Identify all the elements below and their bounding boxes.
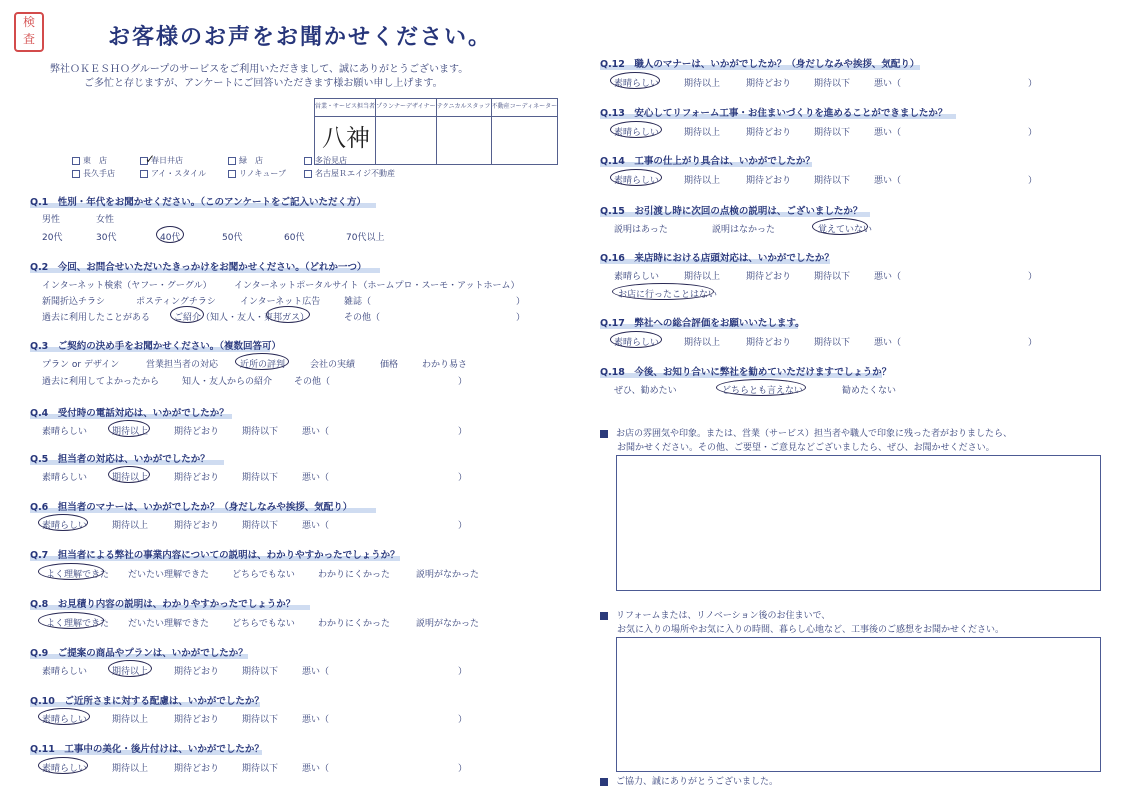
answer-option[interactable]: 期待以上: [112, 764, 149, 774]
paren-close: ）: [516, 297, 526, 307]
answer-option[interactable]: 期待以下: [242, 521, 279, 531]
answer-option[interactable]: 悪い（: [302, 667, 330, 677]
answer-option[interactable]: 期待どおり: [174, 667, 220, 677]
paren-close: ）: [458, 667, 468, 677]
selection-circle: [108, 466, 150, 483]
page-title: お客様のお声をお聞かせください。: [108, 25, 493, 50]
answer-option[interactable]: 会社の実績: [310, 360, 356, 370]
answer-option[interactable]: 素晴らしい: [614, 128, 660, 138]
staff-header: テクニカルスタッフ: [436, 99, 491, 117]
answer-option[interactable]: 30代: [96, 233, 117, 243]
answer-option[interactable]: 悪い（: [302, 521, 330, 531]
answer-option[interactable]: だいたい理解できた: [128, 619, 210, 629]
answer-option[interactable]: 40代: [160, 233, 181, 243]
handwritten-staff-name: 八神: [322, 124, 370, 152]
answer-option[interactable]: プラン or デザイン: [42, 360, 120, 370]
answer-option[interactable]: 覚えていない: [818, 225, 873, 235]
answer-option[interactable]: 期待以上: [684, 128, 721, 138]
answer-option[interactable]: 素晴らしい: [42, 715, 88, 725]
answer-option[interactable]: 説明がなかった: [416, 619, 480, 629]
answer-option[interactable]: 期待以下: [242, 473, 279, 483]
paren-close: ）: [1028, 338, 1038, 348]
staff-header: プランナーデザイナー: [376, 99, 437, 117]
store-checkbox[interactable]: 緑 店: [228, 155, 263, 166]
store-checkbox[interactable]: 春日井店: [140, 155, 183, 166]
selection-circle: [612, 283, 714, 300]
answer-option[interactable]: 期待どおり: [746, 272, 792, 282]
selection-circle: [38, 514, 88, 531]
question-q4: Q.4 受付時の電話対応は、いかがでしたか？: [30, 408, 229, 419]
intro-line-2: ご多忙と存じますが、アンケートにご回答いただきます様お願い申し上げます。: [84, 78, 443, 89]
answer-option[interactable]: 素晴らしい: [614, 79, 660, 89]
store-checkbox[interactable]: 名古屋Ｒエイジ不動産: [304, 168, 395, 179]
answer-option[interactable]: 知人・友人からの紹介: [182, 377, 273, 387]
answer-option[interactable]: 過去に利用したことがある: [42, 313, 151, 323]
answer-option[interactable]: その他（: [344, 313, 381, 323]
selection-circle: [38, 612, 104, 629]
free-comment-label: リフォームまたは、リノベーション後のお住まいで、: [600, 608, 830, 621]
answer-option[interactable]: 期待以上: [684, 79, 721, 89]
answer-option[interactable]: よく理解できた: [46, 619, 110, 629]
answer-option[interactable]: 悪い（: [302, 473, 330, 483]
store-checkbox[interactable]: 長久手店: [72, 168, 115, 179]
answer-option[interactable]: 期待以上: [112, 473, 149, 483]
answer-option[interactable]: 説明はなかった: [712, 225, 776, 235]
answer-option[interactable]: 期待どおり: [746, 79, 792, 89]
answer-option[interactable]: 説明がなかった: [416, 570, 480, 580]
question-q3: Q.3 ご契約の決め手をお聞かせください。（複数回答可）: [30, 341, 282, 352]
answer-option[interactable]: 悪い（: [874, 128, 902, 138]
answer-option[interactable]: 近所の評判: [240, 360, 286, 370]
question-q9: Q.9 ご提案の商品やプランは、いかがでしたか？: [30, 648, 248, 659]
paren-close: ）: [458, 521, 468, 531]
answer-option[interactable]: 素晴らしい: [42, 473, 88, 483]
answer-option[interactable]: 悪い（: [302, 427, 330, 437]
selection-circle: [156, 226, 184, 243]
answer-option[interactable]: 勧めたくない: [842, 386, 897, 396]
checkmark-icon: ✓: [145, 152, 156, 166]
answer-option[interactable]: 素晴らしい: [614, 338, 660, 348]
question-q11: Q.11 工事中の美化・後片付けは、いかがでしたか？: [30, 744, 264, 755]
selection-circle: [610, 121, 662, 138]
answer-option[interactable]: 過去に利用してよかったから: [42, 377, 160, 387]
selection-circle: [38, 708, 90, 725]
answer-option[interactable]: 期待どおり: [174, 427, 220, 437]
answer-option[interactable]: 期待以下: [814, 79, 851, 89]
question-q8: Q.8 お見積り内容の説明は、わかりやすかったでしょうか？: [30, 599, 296, 610]
answer-option[interactable]: 期待以下: [814, 128, 851, 138]
answer-option[interactable]: 営業担当者の対応: [146, 360, 219, 370]
comment-box-impression[interactable]: [616, 455, 1101, 591]
question-q17: Q.17 弊社への総合評価をお願いいたします。: [600, 318, 805, 329]
free-comment-label-2: お聞かせください。その他、ご要望・ご意見などございましたら、ぜひ、お聞かせください。: [617, 443, 995, 453]
answer-option[interactable]: 期待どおり: [746, 338, 792, 348]
comment-box-after-construction[interactable]: [616, 637, 1101, 772]
answer-option[interactable]: 新聞折込チラシ: [42, 297, 106, 307]
paren-close: ）: [458, 473, 468, 483]
answer-option[interactable]: わかりにくかった: [318, 570, 391, 580]
paren-close: ）: [458, 715, 468, 725]
answer-option[interactable]: 期待以上: [112, 521, 149, 531]
answer-option[interactable]: 素晴らしい: [42, 521, 88, 531]
staff-cell[interactable]: [376, 117, 437, 165]
answer-option[interactable]: 期待以上: [112, 667, 149, 677]
selection-circle: [610, 72, 660, 89]
selection-circle: [38, 563, 104, 580]
answer-option[interactable]: お店に行ったことはない: [618, 290, 718, 300]
selection-circle: [38, 757, 88, 774]
question-q15: Q.15 お引渡し時に次回の点検の説明は、ございましたか？: [600, 206, 863, 217]
answer-option[interactable]: 悪い（: [874, 272, 902, 282]
inspection-stamp: 検 査: [14, 12, 44, 52]
store-checkbox[interactable]: リノキューブ: [228, 168, 286, 179]
selection-circle: [266, 306, 310, 323]
selection-circle: [170, 306, 204, 323]
question-q12: Q.12 職人のマナーは、いかがでしたか？（身だしなみや挨拶、気配り）: [600, 59, 920, 70]
answer-option[interactable]: わかり易さ: [422, 360, 468, 370]
answer-option[interactable]: 期待どおり: [174, 764, 220, 774]
answer-option[interactable]: 期待以下: [242, 715, 279, 725]
answer-option[interactable]: 説明はあった: [614, 225, 668, 235]
selection-circle: [108, 660, 152, 677]
answer-option[interactable]: 素晴らしい: [42, 427, 88, 437]
store-checkbox[interactable]: 東 店: [72, 155, 107, 166]
answer-option[interactable]: 価格: [380, 360, 399, 370]
answer-option[interactable]: 男性: [42, 215, 61, 225]
answer-option[interactable]: どちらでもない: [232, 570, 295, 580]
answer-option[interactable]: 素晴らしい: [42, 667, 88, 677]
selection-circle: [235, 353, 289, 370]
answer-option[interactable]: 悪い（: [874, 176, 902, 186]
paren-close: ）: [458, 764, 468, 774]
answer-option[interactable]: 期待どおり: [746, 128, 792, 138]
paren-close: ）: [458, 427, 468, 437]
answer-option[interactable]: 期待以上: [684, 338, 721, 348]
answer-option[interactable]: どちらでもない: [232, 619, 295, 629]
answer-option[interactable]: 期待以下: [814, 272, 851, 282]
selection-circle: [610, 169, 662, 186]
answer-option[interactable]: ポスティングチラシ: [136, 297, 216, 307]
question-q16: Q.16 来店時における店頭対応は、いかがでしたか？: [600, 253, 834, 264]
answer-option[interactable]: 悪い（: [302, 715, 330, 725]
paren-close: ）: [1028, 128, 1038, 138]
question-q10: Q.10 ご近所さまに対する配慮は、いかがでしたか？: [30, 696, 264, 707]
selection-circle: [716, 379, 806, 396]
answer-option[interactable]: わかりにくかった: [318, 619, 391, 629]
paren-close: ）: [1028, 176, 1038, 186]
answer-option[interactable]: 期待どおり: [174, 715, 220, 725]
question-q14: Q.14 工事の仕上がり具合は、いかがでしたか？: [600, 156, 815, 167]
answer-option[interactable]: 期待どおり: [746, 176, 792, 186]
answer-option[interactable]: 70代以上: [346, 233, 385, 243]
answer-option[interactable]: 50代: [222, 233, 243, 243]
answer-option[interactable]: 20代: [42, 233, 63, 243]
answer-option[interactable]: 期待以下: [814, 176, 851, 186]
answer-option[interactable]: インターネット検索（ヤフー・グーグル）: [42, 281, 212, 291]
answer-option[interactable]: よく理解できた: [46, 570, 110, 580]
staff-header: 営業・サービス担当者: [315, 99, 376, 117]
question-q7: Q.7 担当者による弊社の事業内容についての説明は、わかりやすかったでしょうか？: [30, 550, 400, 561]
answer-option[interactable]: 期待以下: [242, 427, 279, 437]
answer-option[interactable]: 期待以上: [684, 272, 721, 282]
answer-option[interactable]: 素晴らしい: [614, 176, 660, 186]
staff-cell[interactable]: [491, 117, 558, 165]
answer-option[interactable]: 期待以上: [112, 715, 149, 725]
selection-circle: [812, 218, 868, 235]
question-q6: Q.6 担当者のマナーは、いかがでしたか？（身だしなみや挨拶、気配り）: [30, 502, 353, 513]
paren-close: ）: [1028, 272, 1038, 282]
thanks-text: ご協力、誠にありがとうございました。: [600, 774, 778, 787]
selection-circle: [108, 420, 150, 437]
question-q13: Q.13 安心してリフォーム工事・お住まいづくりを進めることができましたか？: [600, 108, 948, 119]
answer-option[interactable]: 悪い（: [874, 338, 902, 348]
question-q18: Q.18 今後、お知り合いに弊社を勧めていただけますでしょうか？: [600, 367, 892, 378]
paren-close: ）: [516, 313, 526, 323]
free-comment-label-2: お気に入りの場所やお気に入りの時間、暮らし心地など、工事後のご感想をお聞かせください。: [617, 625, 1005, 635]
answer-option[interactable]: 60代: [284, 233, 305, 243]
answer-option[interactable]: 雑誌（: [344, 297, 372, 307]
staff-cell[interactable]: [436, 117, 491, 165]
answer-option[interactable]: 期待どおり: [174, 521, 220, 531]
store-checkbox[interactable]: アイ・スタイル: [140, 168, 206, 179]
paren-close: ）: [458, 377, 468, 387]
answer-option[interactable]: どちらとも言えない: [722, 386, 804, 396]
staff-header: 不動産コーディネーター: [491, 99, 558, 117]
question-q5: Q.5 担当者の対応は、いかがでしたか？: [30, 454, 210, 465]
answer-option[interactable]: 期待以下: [814, 338, 851, 348]
answer-option[interactable]: 女性: [96, 215, 115, 225]
answer-option[interactable]: 期待以上: [112, 427, 149, 437]
answer-option[interactable]: 素晴らしい: [42, 764, 88, 774]
intro-line-1: 弊社ＯＫＥＳＨＯグループのサービスをご利用いただきまして、誠にありがとうございます。: [50, 64, 469, 75]
answer-option[interactable]: ぜひ、勧めたい: [614, 386, 677, 396]
question-q1: Q.1 性別・年代をお聞かせください。（このアンケートをご記入いただく方）: [30, 197, 366, 208]
answer-option[interactable]: インターネットポータルサイト（ホームプロ・スーモ・アットホーム）: [234, 281, 520, 291]
answer-option[interactable]: 悪い（: [302, 764, 330, 774]
answer-option[interactable]: 期待以上: [684, 176, 721, 186]
answer-option[interactable]: 期待以下: [242, 764, 279, 774]
answer-option[interactable]: 期待どおり: [174, 473, 220, 483]
paren-close: ）: [1028, 79, 1038, 89]
answer-option[interactable]: 悪い（: [874, 79, 902, 89]
answer-option[interactable]: インターネット広告: [240, 297, 321, 307]
answer-option[interactable]: ご紹介（知人・友人・東邦ガス）: [174, 313, 310, 323]
answer-option[interactable]: 素晴らしい: [614, 272, 660, 282]
answer-option[interactable]: その他（: [294, 377, 331, 387]
selection-circle: [610, 331, 662, 348]
store-checkbox[interactable]: 多治見店: [304, 155, 347, 166]
answer-option[interactable]: 期待以下: [242, 667, 279, 677]
question-q2: Q.2 今回、お問合せいただいたきっかけをお聞かせください。（どれか一つ）: [30, 262, 367, 273]
answer-option[interactable]: だいたい理解できた: [128, 570, 210, 580]
free-comment-label: お店の雰囲気や印象。または、営業（サービス）担当者や職人で印象に残った者がおりましたら、: [600, 426, 1012, 439]
